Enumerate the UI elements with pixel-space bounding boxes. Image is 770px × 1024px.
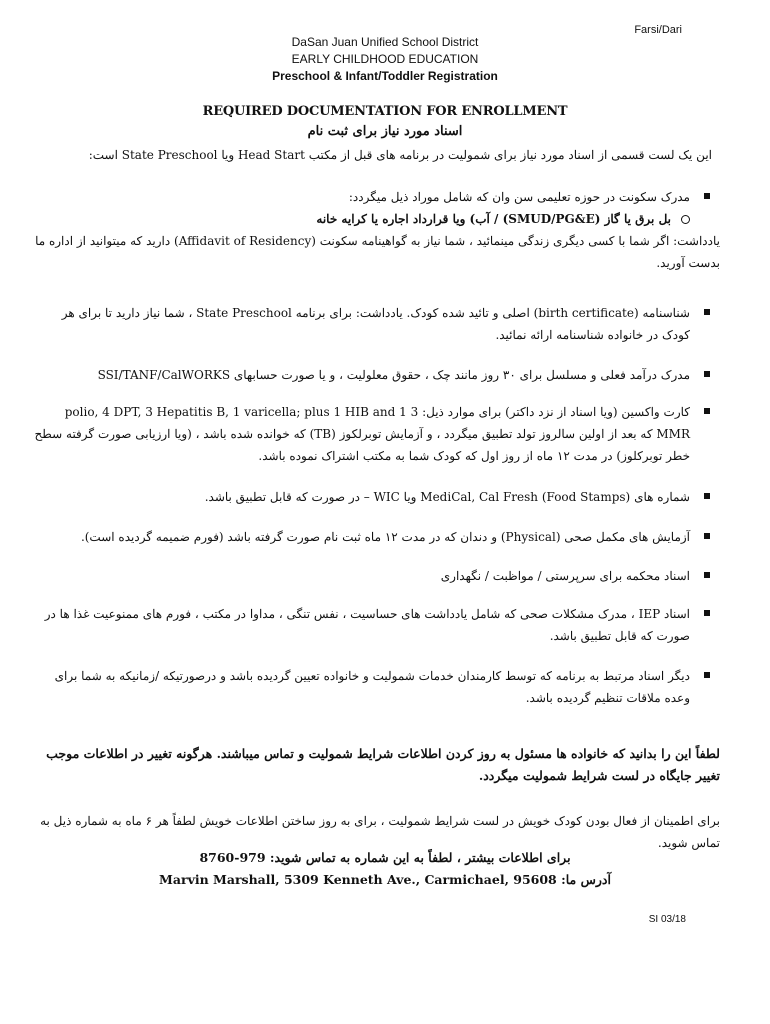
item-text: دیگر اسناد مرتبط به برنامه که توسط کارمندان خدمات شمولیت و خانواده تعیین گردیده باشد و درصورتیکه /زمانیکه به شما برای وعده ملاقات تنظیم گردیده باشد. xyxy=(54,669,690,705)
intro-text: این یک لست قسمی از اسناد مورد نیاز برای شمولیت در برنامه های قبل از مکتب Head Start ویا State Preschool است: xyxy=(88,148,712,162)
bullet-icon xyxy=(704,371,710,377)
list-item xyxy=(30,401,720,467)
bullet-icon xyxy=(704,408,710,414)
list-item xyxy=(30,186,720,274)
sub-item-text: بل برق یا گاز (SMUD/PG&E) / آب) ویا قرارداد اجاره یا کرایه خانه xyxy=(316,212,671,226)
notice-normal: برای اطمینان از فعال بودن کودک خویش در لست شرایط شمولیت ، برای به روز ساختن اطلاعات خویش لطفاً هر ۶ ماه به شماره ذیل به تماس شوید. xyxy=(40,814,720,850)
bullet-icon xyxy=(704,533,710,539)
bullet-icon xyxy=(704,672,710,678)
notice-bold: لطفاً این را بدانید که خانواده ها مسئول به روز کردن اطلاعات شرایط شمولیت و تماس میباشند. هرگونه تغییر در اطلاعات موجب تغییر جایگاه در لست شرایط شمولیت میگردد. xyxy=(46,746,720,783)
item-text: مدرک سکونت در حوزه تعلیمی سن وان که شامل موراد ذیل میگردد: xyxy=(348,190,690,204)
circle-bullet-icon xyxy=(681,215,690,224)
item-text: اسناد محکمه برای سرپرستی / مواظبت / نگهداری xyxy=(440,569,690,583)
list-item xyxy=(30,364,720,386)
item-text: اسناد IEP ، مدرک مشکلات صحی که شامل یادداشت های حساسیت ، نفس تنگی ، مداوا در مکتب ، فورم های ممنوعیت غذا ها در صورت که قابل تطبیق باشد. xyxy=(44,607,690,643)
bullet-icon xyxy=(704,193,710,199)
bullet-icon xyxy=(704,309,710,315)
list-item xyxy=(30,486,720,508)
item-text: شماره های MediCal, Cal Fresh (Food Stamps) ویا WIC – در صورت که قابل تطبیق باشد. xyxy=(204,490,690,504)
program-title: Preschool & Infant/Toddler Registration xyxy=(272,69,498,83)
item-text: کارت واکسین (ویا اسناد از نزد داکتر) برای موارد ذیل: 3 polio, 4 DPT, 3 Hepatitis B, 1 varicella; plus 1 HIB and 1 MMR که بعد از اولین سالروز تولد تطبیق میگردد ، و آزمایش توبرلکوز (TB) که خوانده شده باشد ، (ویا ارزیابی صورت گرفته سطح خطر توبرکلوز) در مدت ۱۲ ماه از روز اول که کودک شما به مکتب اشتراک نموده باشد. xyxy=(34,405,690,463)
required-docs-title: REQUIRED DOCUMENTATION FOR ENROLLMENT xyxy=(202,104,568,119)
language-tag: Farsi/Dari xyxy=(634,24,682,36)
farsi-title: اسناد مورد نیاز برای ثبت نام xyxy=(307,124,463,139)
footer-code: SI 03/18 xyxy=(648,914,686,925)
item-text: مدرک درآمد فعلی و مسلسل برای ۳۰ روز مانند چک ، حقوق معلولیت ، و یا صورت حسابهای SSI/TANF/CalWORKS xyxy=(97,368,690,382)
list-item xyxy=(30,665,720,709)
list-item xyxy=(30,526,720,548)
bullet-icon xyxy=(704,572,710,578)
sub-item xyxy=(30,208,690,230)
item-text: شناسنامه (birth certificate) اصلی و تائید شده کودک. یادداشت: برای برنامه State Preschool ، شما نیاز دارید تا برای هر کودک در خانواده شناسنامه ارائه نمائید. xyxy=(61,306,690,342)
item-note: یادداشت: اگر شما با کسی دیگری زندگی مینمائید ، شما نیاز به گواهینامه سکونت (Affidavit of Residency) دارید که میتوانید از اداره ما بدست آورید. xyxy=(35,234,720,270)
item-text: آزمایش های مکمل صحی (Physical) و دندان که در مدت ۱۲ ماه ثبت نام صورت گرفته باشد (فورم ضمیمه گردیده است). xyxy=(80,530,690,544)
contact-address: آدرس ما: Marvin Marshall, 5309 Kenneth Ave., Carmichael, 95608 xyxy=(159,872,611,887)
department-name: EARLY CHILDHOOD EDUCATION xyxy=(291,52,479,66)
bullet-icon xyxy=(704,493,710,499)
contact-phone: برای اطلاعات بیشتر ، لطفاً به این شماره به تماس شوید: 979-8760 xyxy=(199,850,571,865)
bullet-icon xyxy=(704,610,710,616)
list-item xyxy=(30,565,720,587)
list-item xyxy=(30,302,720,346)
district-name: DaSan Juan Unified School District xyxy=(291,35,479,49)
list-item xyxy=(30,603,720,647)
